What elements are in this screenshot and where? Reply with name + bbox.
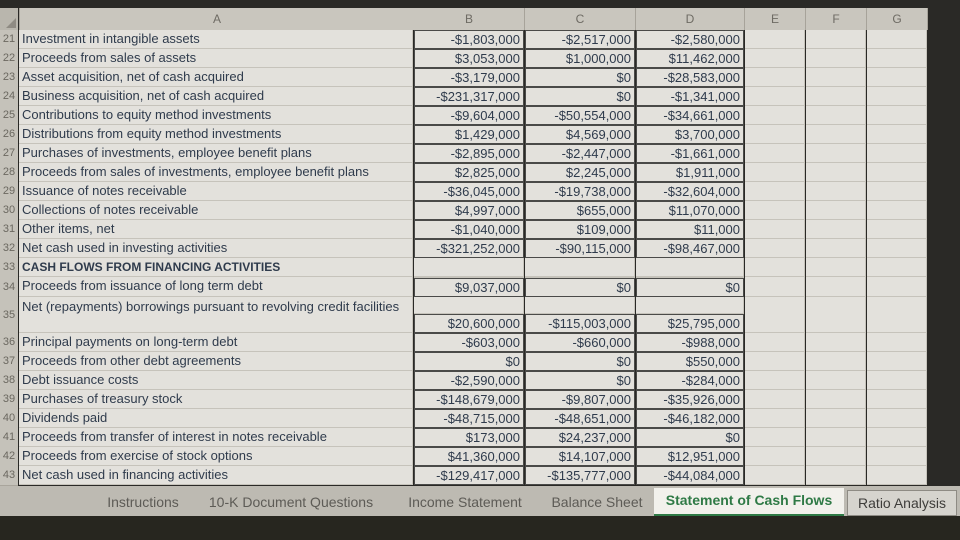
value-cell-c[interactable]: $655,000 <box>525 201 635 220</box>
value-cell-c[interactable]: $0 <box>525 278 635 297</box>
value-cell-d[interactable]: -$28,583,000 <box>636 68 744 87</box>
empty-cell[interactable] <box>867 220 927 239</box>
value-cell-b[interactable]: $4,997,000 <box>414 201 524 220</box>
row-label-cell[interactable]: Net cash used in financing activities <box>19 466 413 485</box>
row-header[interactable]: 42 <box>0 447 18 467</box>
row-header[interactable]: 25 <box>0 106 18 126</box>
empty-cell[interactable] <box>806 371 866 390</box>
row-label-cell[interactable]: CASH FLOWS FROM FINANCING ACTIVITIES <box>19 258 413 277</box>
value-cell-d[interactable]: $1,911,000 <box>636 163 744 182</box>
row-header[interactable]: 33 <box>0 258 18 278</box>
empty-cell[interactable] <box>867 144 927 163</box>
window-bottom <box>0 516 960 540</box>
empty-cell[interactable] <box>867 428 927 447</box>
row-header[interactable]: 27 <box>0 144 18 164</box>
value-cell-b[interactable]: $9,037,000 <box>414 278 524 297</box>
value-cell-b[interactable]: -$1,803,000 <box>414 30 524 49</box>
empty-cell[interactable] <box>867 466 927 485</box>
row-header[interactable]: 29 <box>0 182 18 202</box>
empty-cell[interactable] <box>745 125 805 144</box>
value-cell-b[interactable]: -$129,417,000 <box>414 466 524 485</box>
row-label-cell[interactable]: Proceeds from issuance of long term debt <box>19 277 413 297</box>
row-label-cell[interactable]: Debt issuance costs <box>19 371 413 390</box>
tab-income-statement[interactable]: Income Statement <box>408 494 522 510</box>
empty-cell[interactable] <box>745 49 805 68</box>
empty-cell[interactable] <box>867 297 927 333</box>
row-label-cell[interactable]: Collections of notes receivable <box>19 201 413 220</box>
row-header[interactable]: 26 <box>0 125 18 145</box>
empty-cell[interactable] <box>745 144 805 163</box>
column-header-d[interactable]: D <box>636 8 745 30</box>
value-cell-b[interactable]: -$148,679,000 <box>414 390 524 409</box>
value-cell-d[interactable]: -$1,661,000 <box>636 144 744 163</box>
empty-cell[interactable] <box>806 258 866 277</box>
value-cell-c[interactable]: -$50,554,000 <box>525 106 635 125</box>
empty-cell[interactable] <box>745 163 805 182</box>
value-cell-b[interactable]: $173,000 <box>414 428 524 447</box>
empty-cell[interactable] <box>806 277 866 297</box>
value-cell-b[interactable]: -$36,045,000 <box>414 182 524 201</box>
value-cell-d[interactable]: -$34,661,000 <box>636 106 744 125</box>
empty-cell[interactable] <box>806 239 866 258</box>
value-cell-d[interactable]: -$284,000 <box>636 371 744 390</box>
empty-cell[interactable] <box>806 352 866 371</box>
value-cell-d[interactable]: -$2,580,000 <box>636 30 744 49</box>
value-cell-b[interactable]: -$2,590,000 <box>414 371 524 390</box>
empty-cell[interactable] <box>867 106 927 125</box>
empty-cell[interactable] <box>867 125 927 144</box>
row-label-cell[interactable]: Business acquisition, net of cash acquired <box>19 87 413 106</box>
value-cell-c[interactable]: $14,107,000 <box>525 447 635 466</box>
empty-cell[interactable] <box>745 277 805 297</box>
row-header[interactable]: 37 <box>0 352 18 372</box>
empty-cell[interactable] <box>745 371 805 390</box>
empty-cell[interactable] <box>525 297 635 314</box>
value-cell-b[interactable]: $3,053,000 <box>414 49 524 68</box>
row-header[interactable]: 31 <box>0 220 18 240</box>
value-cell-b[interactable]: -$2,895,000 <box>414 144 524 163</box>
row-header[interactable]: 43 <box>0 466 18 486</box>
empty-cell[interactable] <box>745 297 805 333</box>
empty-cell[interactable] <box>745 182 805 201</box>
empty-cell[interactable] <box>867 182 927 201</box>
value-cell-d[interactable]: $11,000 <box>636 220 744 239</box>
empty-cell[interactable] <box>867 201 927 220</box>
column-header-c[interactable]: C <box>525 8 636 30</box>
empty-cell[interactable] <box>806 106 866 125</box>
row-label-cell[interactable]: Asset acquisition, net of cash acquired <box>19 68 413 87</box>
row-header[interactable]: 40 <box>0 409 18 429</box>
empty-cell[interactable] <box>745 239 805 258</box>
value-cell-c[interactable]: -$115,003,000 <box>525 314 635 333</box>
row-header[interactable]: 35 <box>0 297 18 334</box>
value-cell-b[interactable]: -$321,252,000 <box>414 239 524 258</box>
value-cell-b[interactable]: -$231,317,000 <box>414 87 524 106</box>
row-label-cell[interactable]: Contributions to equity method investments <box>19 106 413 125</box>
value-cell-d[interactable]: $12,951,000 <box>636 447 744 466</box>
empty-cell[interactable] <box>867 68 927 87</box>
empty-cell[interactable] <box>745 201 805 220</box>
tab-instructions[interactable]: Instructions <box>107 494 179 510</box>
value-cell-c[interactable]: -$135,777,000 <box>525 466 635 485</box>
value-cell-c[interactable]: $4,569,000 <box>525 125 635 144</box>
empty-cell[interactable] <box>414 277 524 278</box>
empty-cell[interactable] <box>806 49 866 68</box>
empty-cell[interactable] <box>867 30 927 49</box>
value-cell-c[interactable]: $2,245,000 <box>525 163 635 182</box>
empty-cell[interactable] <box>867 163 927 182</box>
row-header[interactable]: 28 <box>0 163 18 183</box>
empty-cell[interactable] <box>867 87 927 106</box>
empty-cell[interactable] <box>525 277 635 278</box>
value-cell-c[interactable]: $0 <box>525 371 635 390</box>
empty-cell[interactable] <box>745 106 805 125</box>
value-cell-d[interactable]: $0 <box>636 428 744 447</box>
value-cell-b[interactable]: $2,825,000 <box>414 163 524 182</box>
value-cell-b[interactable]: $20,600,000 <box>414 314 524 333</box>
empty-cell[interactable] <box>745 87 805 106</box>
value-cell-c[interactable]: $0 <box>525 352 635 371</box>
row-header[interactable]: 39 <box>0 390 18 410</box>
row-label-cell[interactable]: Other items, net <box>19 220 413 239</box>
value-cell-b[interactable]: $1,429,000 <box>414 125 524 144</box>
empty-cell[interactable] <box>745 428 805 447</box>
value-cell-b[interactable]: -$3,179,000 <box>414 68 524 87</box>
row-label-cell[interactable]: Principal payments on long-term debt <box>19 333 413 352</box>
value-cell-d[interactable] <box>636 258 744 277</box>
row-header[interactable]: 36 <box>0 333 18 353</box>
row-header[interactable]: 34 <box>0 277 18 298</box>
column-header-a[interactable]: A <box>19 8 415 30</box>
empty-cell[interactable] <box>745 30 805 49</box>
empty-cell[interactable] <box>867 352 927 371</box>
value-cell-b[interactable]: $41,360,000 <box>414 447 524 466</box>
value-cell-c[interactable]: $24,237,000 <box>525 428 635 447</box>
value-cell-c[interactable] <box>525 258 635 277</box>
empty-cell[interactable] <box>867 277 927 297</box>
value-cell-d[interactable]: -$46,182,000 <box>636 409 744 428</box>
empty-cell[interactable] <box>867 239 927 258</box>
value-cell-c[interactable]: -$2,447,000 <box>525 144 635 163</box>
row-label-cell[interactable]: Proceeds from other debt agreements <box>19 352 413 371</box>
empty-cell[interactable] <box>806 390 866 409</box>
row-header[interactable]: 23 <box>0 68 18 88</box>
row-label-cell[interactable]: Dividends paid <box>19 409 413 428</box>
empty-cell[interactable] <box>745 220 805 239</box>
empty-cell[interactable] <box>806 144 866 163</box>
value-cell-d[interactable]: -$988,000 <box>636 333 744 352</box>
empty-cell[interactable] <box>745 352 805 371</box>
empty-cell[interactable] <box>806 466 866 485</box>
value-cell-d[interactable]: -$32,604,000 <box>636 182 744 201</box>
value-cell-c[interactable]: -$48,651,000 <box>525 409 635 428</box>
row-label-cell[interactable]: Purchases of treasury stock <box>19 390 413 409</box>
value-cell-c[interactable]: -$2,517,000 <box>525 30 635 49</box>
row-label-cell[interactable]: Issuance of notes receivable <box>19 182 413 201</box>
value-cell-c[interactable]: -$19,738,000 <box>525 182 635 201</box>
value-cell-b[interactable]: $0 <box>414 352 524 371</box>
row-header[interactable]: 21 <box>0 30 18 50</box>
empty-cell[interactable] <box>867 258 927 277</box>
empty-cell[interactable] <box>745 390 805 409</box>
row-label-cell[interactable]: Proceeds from exercise of stock options <box>19 447 413 466</box>
value-cell-d[interactable]: -$35,926,000 <box>636 390 744 409</box>
tab-10k-document-questions[interactable]: 10-K Document Questions <box>208 494 374 510</box>
value-cell-d[interactable]: $3,700,000 <box>636 125 744 144</box>
empty-cell[interactable] <box>867 447 927 466</box>
empty-cell[interactable] <box>745 258 805 277</box>
value-cell-d[interactable]: $25,795,000 <box>636 314 744 333</box>
empty-cell[interactable] <box>745 333 805 352</box>
empty-cell[interactable] <box>806 220 866 239</box>
value-cell-d[interactable]: $11,070,000 <box>636 201 744 220</box>
empty-cell[interactable] <box>806 30 866 49</box>
row-label-cell[interactable]: Distributions from equity method investments <box>19 125 413 144</box>
row-label-cell[interactable]: Proceeds from transfer of interest in notes receivable <box>19 428 413 447</box>
empty-cell[interactable] <box>867 390 927 409</box>
value-cell-b[interactable]: -$1,040,000 <box>414 220 524 239</box>
value-cell-c[interactable]: $1,000,000 <box>525 49 635 68</box>
value-cell-d[interactable]: $11,462,000 <box>636 49 744 68</box>
value-cell-b[interactable]: -$603,000 <box>414 333 524 352</box>
value-cell-c[interactable]: -$660,000 <box>525 333 635 352</box>
value-cell-d[interactable]: -$44,084,000 <box>636 466 744 485</box>
value-cell-d[interactable]: $0 <box>636 278 744 297</box>
empty-cell[interactable] <box>806 125 866 144</box>
empty-cell[interactable] <box>806 87 866 106</box>
row-header[interactable]: 41 <box>0 428 18 448</box>
value-cell-b[interactable]: -$9,604,000 <box>414 106 524 125</box>
value-cell-c[interactable]: -$9,807,000 <box>525 390 635 409</box>
value-cell-c[interactable]: $0 <box>525 68 635 87</box>
empty-cell[interactable] <box>867 409 927 428</box>
empty-cell[interactable] <box>806 428 866 447</box>
column-header-f[interactable]: F <box>806 8 867 30</box>
row-label-cell[interactable]: Investment in intangible assets <box>19 30 413 49</box>
value-cell-c[interactable]: -$90,115,000 <box>525 239 635 258</box>
value-cell-d[interactable]: -$98,467,000 <box>636 239 744 258</box>
column-header-b[interactable]: B <box>414 8 525 30</box>
row-header[interactable]: 38 <box>0 371 18 391</box>
empty-cell[interactable] <box>414 297 524 314</box>
empty-cell[interactable] <box>745 68 805 87</box>
tab-statement-of-cash-flows[interactable]: Statement of Cash Flows <box>654 488 844 517</box>
empty-cell[interactable] <box>806 409 866 428</box>
empty-cell[interactable] <box>867 49 927 68</box>
empty-cell[interactable] <box>745 447 805 466</box>
select-all-corner[interactable] <box>0 8 18 30</box>
empty-cell[interactable] <box>806 163 866 182</box>
empty-cell[interactable] <box>806 447 866 466</box>
empty-cell[interactable] <box>806 201 866 220</box>
empty-cell[interactable] <box>636 297 744 314</box>
empty-cell[interactable] <box>867 371 927 390</box>
row-header[interactable]: 30 <box>0 201 18 221</box>
empty-cell[interactable] <box>867 333 927 352</box>
empty-cell[interactable] <box>806 333 866 352</box>
row-label-cell[interactable]: Purchases of investments, employee benefit plans <box>19 144 413 163</box>
value-cell-c[interactable]: $109,000 <box>525 220 635 239</box>
row-header[interactable]: 32 <box>0 239 18 259</box>
value-cell-b[interactable]: -$48,715,000 <box>414 409 524 428</box>
row-header[interactable]: 22 <box>0 49 18 69</box>
value-cell-c[interactable]: $0 <box>525 87 635 106</box>
empty-cell[interactable] <box>806 297 866 333</box>
empty-cell[interactable] <box>806 68 866 87</box>
column-header-g[interactable]: G <box>867 8 928 30</box>
column-header-e[interactable]: E <box>745 8 806 30</box>
empty-cell[interactable] <box>745 409 805 428</box>
row-header[interactable]: 24 <box>0 87 18 107</box>
empty-cell[interactable] <box>806 182 866 201</box>
value-cell-b[interactable] <box>414 258 524 277</box>
value-cell-d[interactable]: $550,000 <box>636 352 744 371</box>
row-label-cell[interactable]: Proceeds from sales of assets <box>19 49 413 68</box>
empty-cell[interactable] <box>636 277 744 278</box>
value-cell-d[interactable]: -$1,341,000 <box>636 87 744 106</box>
row-label-cell[interactable]: Net (repayments) borrowings pursuant to revolving credit facilities <box>19 297 413 333</box>
row-label-cell[interactable]: Proceeds from sales of investments, employee benefit plans <box>19 163 413 182</box>
empty-cell[interactable] <box>745 466 805 485</box>
row-label-cell[interactable]: Net cash used in investing activities <box>19 239 413 258</box>
tab-balance-sheet[interactable]: Balance Sheet <box>551 494 643 510</box>
tab-ratio-analysis[interactable]: Ratio Analysis <box>847 490 957 516</box>
